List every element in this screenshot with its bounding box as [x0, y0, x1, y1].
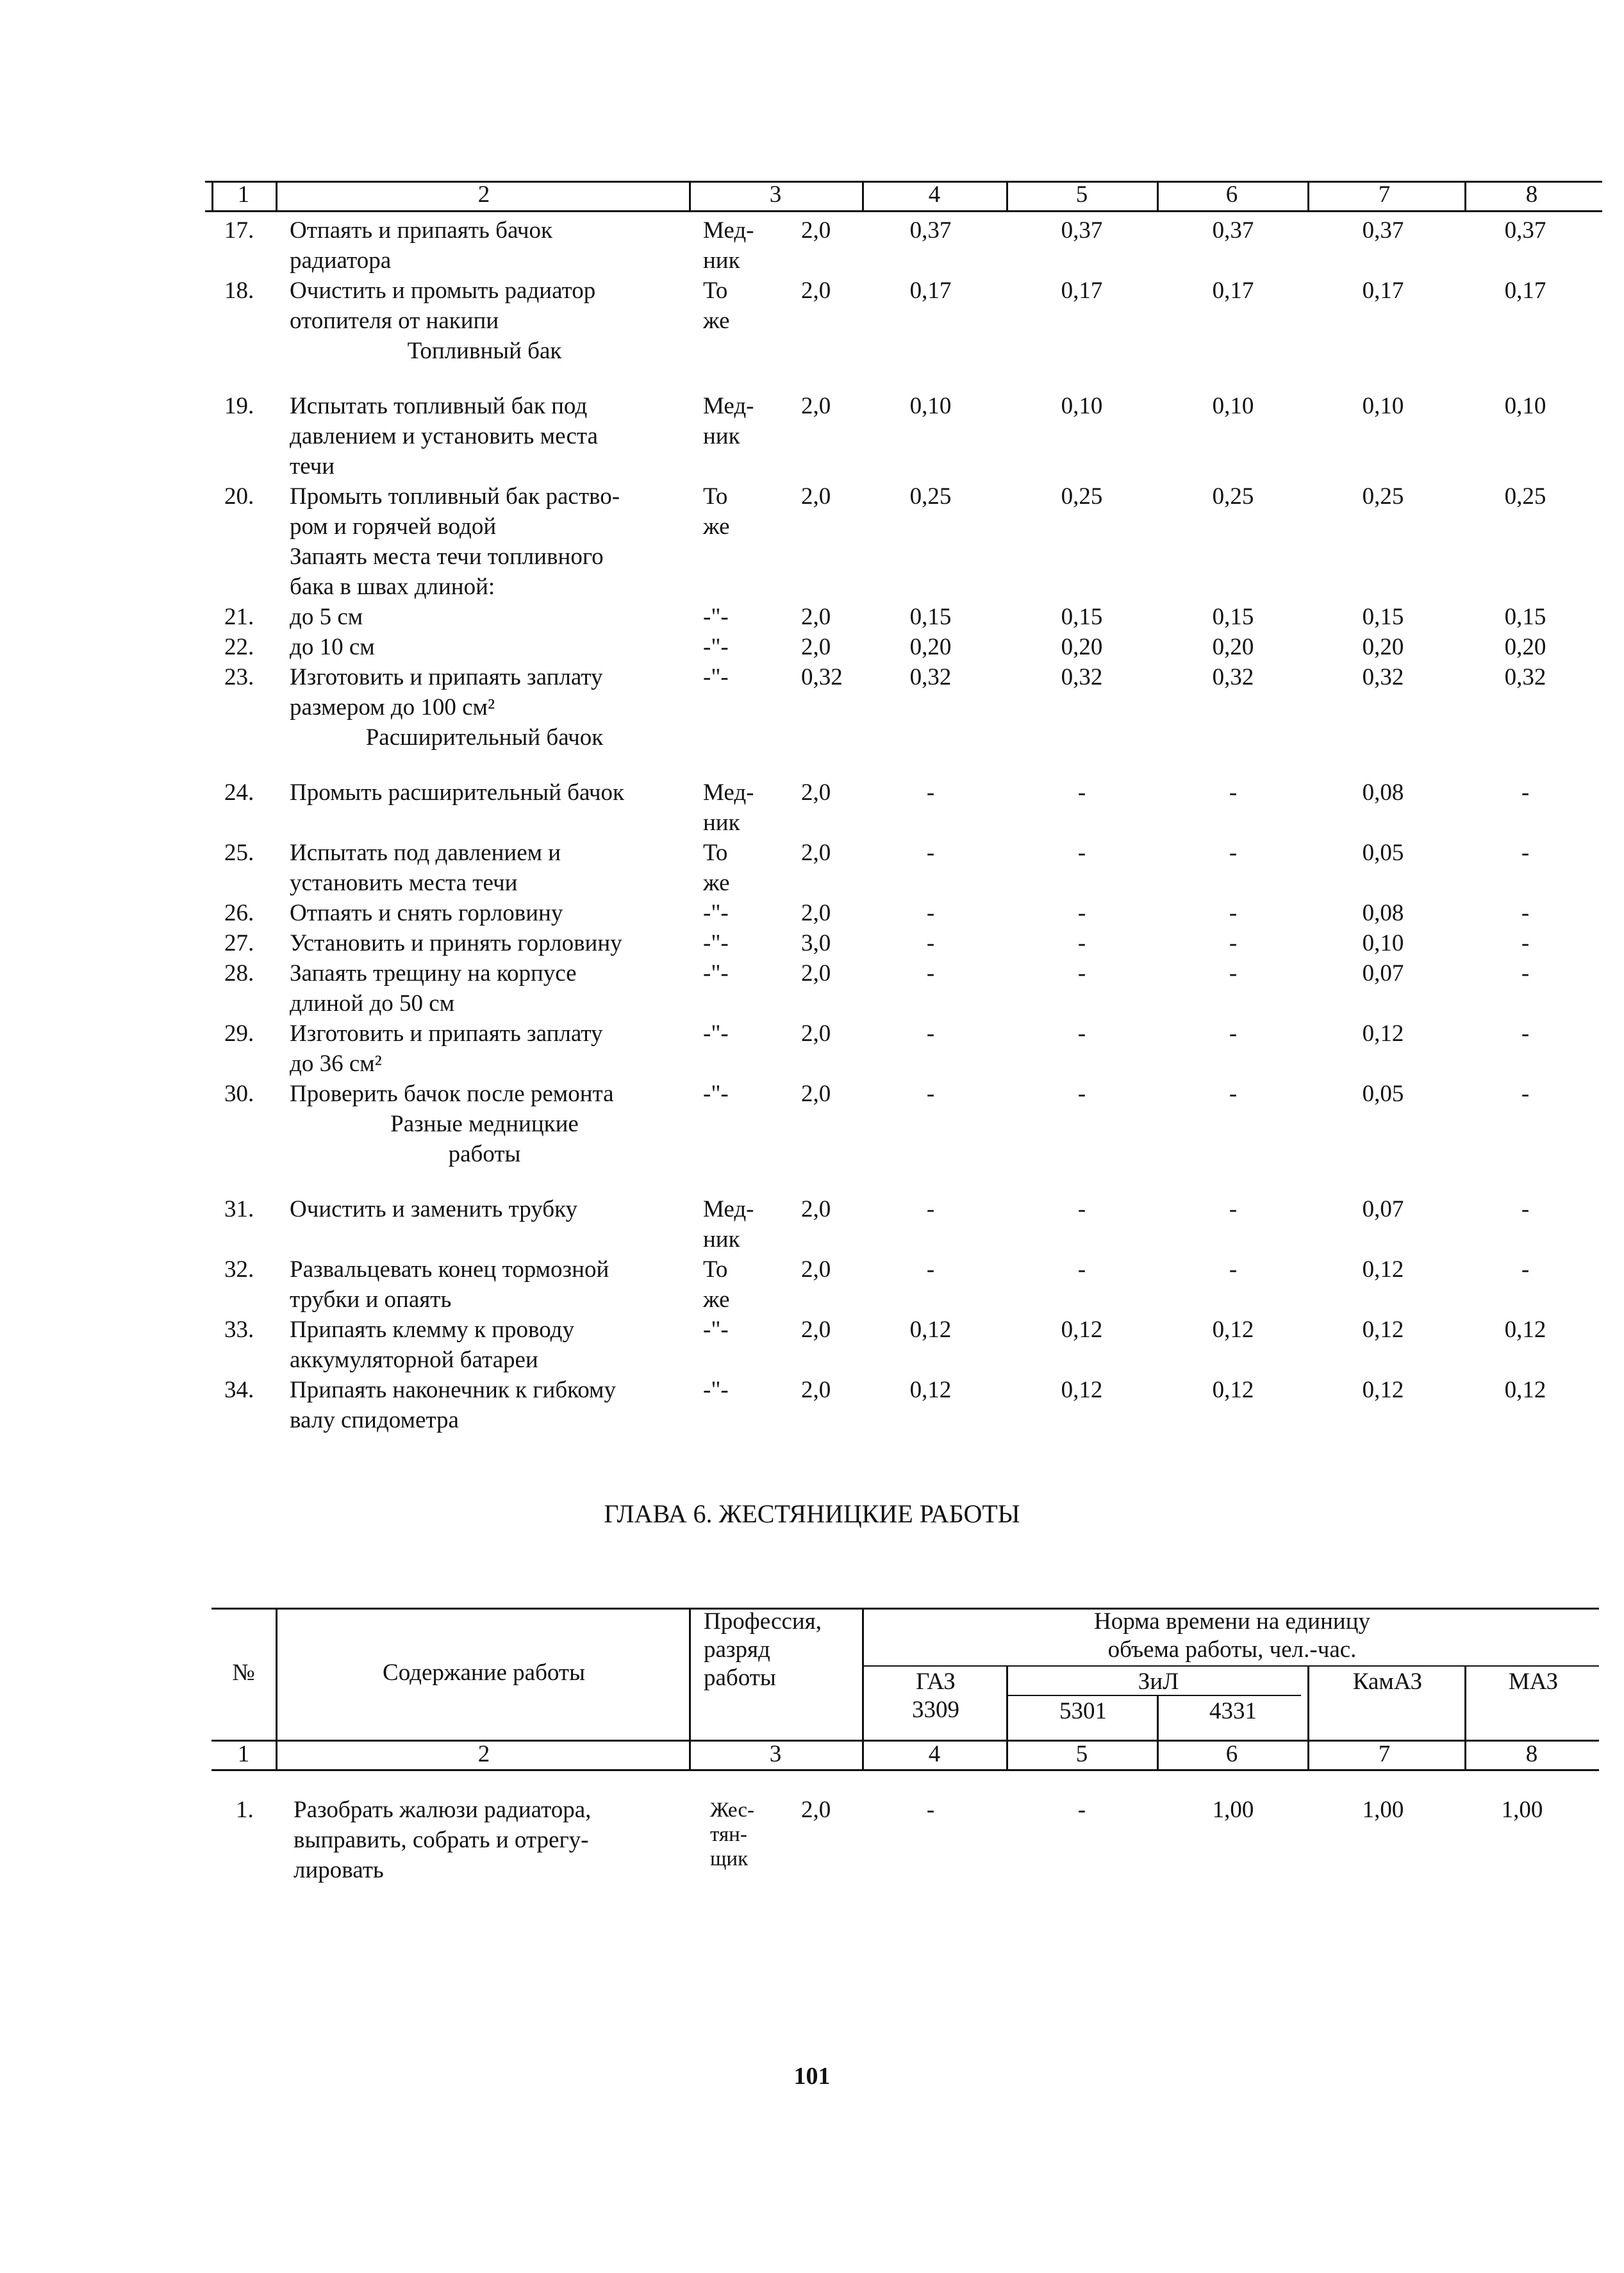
- profession: То: [703, 840, 728, 866]
- header-column-divider: [1464, 181, 1466, 212]
- time-norm-value: -: [1077, 840, 1086, 866]
- time-norm-value: 0,05: [1362, 1081, 1404, 1107]
- column-number-header: 1: [237, 181, 250, 208]
- time-norm-value: 0,12: [1212, 1317, 1254, 1343]
- time-norm-value: 0,32: [909, 664, 952, 690]
- work-description: Припаять наконечник к гибкому: [290, 1377, 616, 1403]
- profession: ник: [703, 1226, 740, 1253]
- section-heading: Топливный бак: [407, 338, 562, 364]
- header-column-divider: [689, 181, 691, 212]
- time-norm-value: 0,25: [1061, 483, 1103, 510]
- time-norm-value: -: [1077, 1081, 1086, 1107]
- time-norm-value: 0,37: [1362, 217, 1404, 244]
- column-number-header: 4: [928, 181, 941, 208]
- time-norm-value: -: [1521, 779, 1530, 806]
- grade: 2,0: [801, 278, 831, 304]
- row-number: 32.: [224, 1256, 254, 1283]
- profession: -"-: [703, 604, 729, 630]
- time-norm-value: -: [1077, 960, 1086, 987]
- grade: 2,0: [801, 840, 831, 866]
- new-table-column-divider: [689, 1608, 691, 1769]
- time-norm-value: 0,37: [909, 217, 952, 244]
- work-description: Испытать топливный бак под: [290, 393, 588, 419]
- time-norm-value: 0,25: [1504, 483, 1546, 510]
- time-norm-value: -: [1077, 900, 1086, 926]
- column-number-header: 4: [928, 1741, 941, 1767]
- time-norm-value: -: [1077, 930, 1086, 956]
- time-norm-value: 0,15: [1061, 604, 1103, 630]
- work-description: трубки и опаять: [290, 1286, 452, 1313]
- time-norm-value: -: [1521, 1020, 1530, 1047]
- time-norm-value: 0,12: [1504, 1377, 1546, 1403]
- header-zil-5301: 5301: [1059, 1698, 1107, 1724]
- row-number: 18.: [224, 278, 254, 304]
- column-number-header: 5: [1075, 1741, 1088, 1767]
- work-description: Испытать под давлением и: [290, 840, 561, 866]
- time-norm-value: 0,17: [1504, 278, 1546, 304]
- column-number-header: 1: [237, 1741, 250, 1767]
- row-number: 17.: [224, 217, 254, 244]
- time-norm-value: 0,10: [1061, 393, 1103, 419]
- time-norm-value: 0,17: [1362, 278, 1404, 304]
- grade: 2,0: [801, 217, 831, 244]
- time-norm-value: 0,37: [1061, 217, 1103, 244]
- time-norm-value: 0,07: [1362, 1196, 1404, 1222]
- profession: -"-: [703, 900, 729, 926]
- time-norm-value: -: [1521, 840, 1530, 866]
- time-norm-value: 0,37: [1212, 217, 1254, 244]
- time-norm-value: -: [1229, 1256, 1238, 1283]
- header-number: №: [232, 1660, 255, 1686]
- header-column-divider: [1307, 181, 1309, 212]
- row-number: 1.: [236, 1797, 254, 1823]
- time-norm-value: -: [1229, 930, 1238, 956]
- time-norm-value: -: [926, 900, 935, 926]
- time-norm-value: 0,12: [1362, 1020, 1404, 1047]
- time-norm-value: 0,15: [1212, 604, 1254, 630]
- profession: ник: [703, 810, 740, 836]
- profession: -"-: [703, 1317, 729, 1343]
- work-description: ром и горячей водой: [290, 513, 497, 540]
- time-norm-value: -: [1229, 840, 1238, 866]
- work-description: Отпаять и припаять бачок: [290, 217, 552, 244]
- time-norm-value: 0,32: [1212, 664, 1254, 690]
- profession: Мед-: [703, 217, 754, 244]
- profession: То: [703, 483, 728, 510]
- time-norm-value: 1,00: [1212, 1797, 1254, 1823]
- grade: 2,0: [801, 1081, 831, 1107]
- work-description: Изготовить и припаять заплату: [290, 1020, 603, 1047]
- time-norm-value: 0,05: [1362, 840, 1404, 866]
- new-table-column-divider: [1006, 1665, 1008, 1769]
- time-norm-value: 0,12: [909, 1317, 952, 1343]
- section-heading: работы: [448, 1141, 521, 1167]
- profession: же: [703, 513, 730, 540]
- row-number: 22.: [224, 634, 254, 660]
- column-number-header: 8: [1525, 1741, 1538, 1767]
- work-description: давлением и установить места: [290, 423, 598, 449]
- time-norm-value: -: [1077, 1797, 1086, 1823]
- new-table-column-divider: [862, 1608, 864, 1769]
- work-description: аккумуляторной батареи: [290, 1347, 538, 1373]
- work-description: Промыть топливный бак раство-: [290, 483, 620, 510]
- time-norm-value: -: [926, 1797, 935, 1823]
- header-time-norm: Норма времени на единицу: [1093, 1608, 1370, 1635]
- row-number: 28.: [224, 960, 254, 987]
- profession: -"-: [703, 960, 729, 987]
- time-norm-value: -: [1077, 779, 1086, 806]
- profession: же: [703, 308, 730, 334]
- time-norm-value: -: [926, 1020, 935, 1047]
- time-norm-value: 0,37: [1504, 217, 1546, 244]
- time-norm-value: 0,12: [1504, 1317, 1546, 1343]
- time-norm-value: 0,10: [1504, 393, 1546, 419]
- grade: 0,32: [801, 664, 843, 690]
- profession: -"-: [703, 1081, 729, 1107]
- time-norm-value: 0,12: [1362, 1256, 1404, 1283]
- work-description: выправить, собрать и отрегу-: [294, 1827, 589, 1853]
- work-description: радиатора: [290, 247, 392, 274]
- table-header-rule: [205, 210, 1602, 212]
- row-number: 31.: [224, 1196, 254, 1222]
- work-description: Отпаять и снять горловину: [290, 900, 563, 926]
- work-description: до 10 см: [290, 634, 375, 660]
- subheading-line: бака в швах длиной:: [290, 574, 495, 600]
- profession: щик: [710, 1847, 749, 1870]
- time-norm-value: 0,17: [1061, 278, 1103, 304]
- grade: 2,0: [801, 960, 831, 987]
- section-heading: Расширительный бачок: [365, 724, 604, 751]
- grade: 2,0: [801, 1797, 831, 1823]
- work-description: Установить и принять горловину: [290, 930, 622, 956]
- grade: 2,0: [801, 1020, 831, 1047]
- time-norm-value: 0,12: [909, 1377, 952, 1403]
- profession: Жес-: [710, 1799, 754, 1822]
- grade: 2,0: [801, 1196, 831, 1222]
- time-norm-value: 0,12: [1362, 1377, 1404, 1403]
- time-norm-value: -: [1229, 1081, 1238, 1107]
- grade: 2,0: [801, 1256, 831, 1283]
- work-description: отопителя от накипи: [290, 308, 499, 334]
- time-norm-value: 0,08: [1362, 900, 1404, 926]
- time-norm-value: 0,15: [909, 604, 952, 630]
- profession: То: [703, 1256, 728, 1283]
- profession: же: [703, 870, 730, 896]
- work-description: Промыть расширительный бачок: [290, 779, 625, 806]
- column-number-header: 6: [1225, 181, 1238, 208]
- profession: ник: [703, 423, 740, 449]
- column-number-header: 3: [769, 181, 782, 208]
- grade: 3,0: [801, 930, 831, 956]
- header-maz: МАЗ: [1508, 1669, 1559, 1695]
- row-number: 26.: [224, 900, 254, 926]
- grade: 2,0: [801, 604, 831, 630]
- header-gaz: 3309: [912, 1697, 959, 1723]
- time-norm-value: -: [926, 960, 935, 987]
- time-norm-value: 0,12: [1061, 1317, 1103, 1343]
- new-table-column-divider: [1307, 1665, 1309, 1769]
- column-number-header: 7: [1378, 1741, 1391, 1767]
- time-norm-value: 0,32: [1362, 664, 1404, 690]
- column-number-header: 3: [769, 1741, 782, 1767]
- header-profession: Профессия,: [704, 1608, 822, 1635]
- column-number-header: 8: [1525, 181, 1538, 208]
- row-number: 27.: [224, 930, 254, 956]
- time-norm-value: 0,25: [1362, 483, 1404, 510]
- work-description: валу спидометра: [290, 1407, 459, 1433]
- grade: 2,0: [801, 1317, 831, 1343]
- profession: Мед-: [703, 779, 754, 806]
- time-norm-value: 0,10: [1212, 393, 1254, 419]
- row-number: 20.: [224, 483, 254, 510]
- profession: же: [703, 1286, 730, 1313]
- column-number-header: 5: [1075, 181, 1088, 208]
- time-norm-value: 0,12: [1362, 1317, 1404, 1343]
- time-norm-value: -: [1229, 960, 1238, 987]
- header-gaz: ГАЗ: [916, 1669, 956, 1695]
- time-norm-value: 1,00: [1362, 1797, 1404, 1823]
- header-content: Содержание работы: [383, 1660, 585, 1686]
- time-norm-value: -: [1521, 1256, 1530, 1283]
- column-number-header: 6: [1225, 1741, 1238, 1767]
- profession: -"-: [703, 1020, 729, 1047]
- time-norm-value: 0,20: [1362, 634, 1404, 660]
- time-norm-value: -: [926, 1196, 935, 1222]
- time-norm-value: 0,32: [1504, 664, 1546, 690]
- time-norm-value: -: [926, 779, 935, 806]
- profession: То: [703, 278, 728, 304]
- time-norm-value: -: [1521, 1081, 1530, 1107]
- time-norm-value: 0,20: [1212, 634, 1254, 660]
- profession: -"-: [703, 664, 729, 690]
- row-number: 21.: [224, 604, 254, 630]
- header-profession: разряд: [704, 1636, 770, 1663]
- time-norm-value: -: [926, 1256, 935, 1283]
- time-norm-value: 0,08: [1362, 779, 1404, 806]
- time-norm-value: 0,10: [1362, 393, 1404, 419]
- work-description: до 36 см²: [290, 1051, 382, 1077]
- subheading-line: Запаять места течи топливного: [290, 544, 604, 570]
- time-norm-value: 0,17: [1212, 278, 1254, 304]
- work-description: Проверить бачок после ремонта: [290, 1081, 614, 1107]
- grade: 2,0: [801, 483, 831, 510]
- header-column-divider: [1006, 181, 1008, 212]
- time-norm-value: -: [1229, 1020, 1238, 1047]
- time-norm-value: 0,15: [1504, 604, 1546, 630]
- column-number-header: 2: [477, 181, 490, 208]
- new-table-column-divider: [1464, 1665, 1466, 1769]
- time-norm-value: -: [1077, 1256, 1086, 1283]
- time-norm-value: 0,12: [1061, 1377, 1103, 1403]
- time-norm-value: -: [1229, 900, 1238, 926]
- profession: Мед-: [703, 1196, 754, 1222]
- time-norm-value: 0,20: [1061, 634, 1103, 660]
- work-description: установить места течи: [290, 870, 518, 896]
- work-description: Запаять трещину на корпусе: [290, 960, 577, 987]
- row-number: 30.: [224, 1081, 254, 1107]
- work-description: Развальцевать конец тормозной: [290, 1256, 609, 1283]
- header-kamaz: КамАЗ: [1352, 1669, 1423, 1695]
- time-norm-value: -: [1521, 960, 1530, 987]
- header-zil: ЗиЛ: [1138, 1669, 1179, 1695]
- grade: 2,0: [801, 634, 831, 660]
- chapter-title: ГЛАВА 6. ЖЕСТЯНИЦКИЕ РАБОТЫ: [604, 1499, 1020, 1528]
- work-description: размером до 100 см²: [290, 694, 495, 720]
- time-norm-value: -: [1077, 1196, 1086, 1222]
- work-description: Очистить и заменить трубку: [290, 1196, 578, 1222]
- work-description: Разобрать жалюзи радиатора,: [294, 1797, 592, 1823]
- time-norm-value: 0,32: [1061, 664, 1103, 690]
- header-zil-4331: 4331: [1209, 1698, 1257, 1724]
- row-number: 23.: [224, 664, 254, 690]
- time-norm-value: 0,25: [1212, 483, 1254, 510]
- time-norm-value: -: [1077, 1020, 1086, 1047]
- time-norm-value: -: [926, 840, 935, 866]
- row-number: 24.: [224, 779, 254, 806]
- row-number: 34.: [224, 1377, 254, 1403]
- header-time-norm: объема работы, чел.-час.: [1107, 1636, 1357, 1663]
- time-norm-value: 0,20: [909, 634, 952, 660]
- grade: 2,0: [801, 779, 831, 806]
- time-norm-value: 1,00: [1501, 1797, 1543, 1823]
- time-norm-value: -: [1521, 900, 1530, 926]
- column-number-header: 7: [1378, 181, 1391, 208]
- time-norm-value: -: [1521, 930, 1530, 956]
- time-norm-value: 0,20: [1504, 634, 1546, 660]
- grade: 2,0: [801, 1377, 831, 1403]
- profession: -"-: [703, 1377, 729, 1403]
- time-norm-value: 0,15: [1362, 604, 1404, 630]
- section-heading: Разные медницкие: [390, 1111, 579, 1137]
- column-number-header: 2: [477, 1741, 490, 1767]
- time-norm-value: 0,25: [909, 483, 952, 510]
- row-number: 29.: [224, 1020, 254, 1047]
- work-description: длиной до 50 см: [290, 990, 455, 1017]
- row-number: 25.: [224, 840, 254, 866]
- row-number: 33.: [224, 1317, 254, 1343]
- time-norm-value: 0,17: [909, 278, 952, 304]
- profession: -"-: [703, 930, 729, 956]
- profession: ник: [703, 247, 740, 274]
- time-norm-value: -: [1229, 1196, 1238, 1222]
- time-norm-value: -: [926, 1081, 935, 1107]
- time-norm-value: 0,10: [909, 393, 952, 419]
- header-column-divider: [1157, 181, 1159, 212]
- time-norm-value: -: [1229, 779, 1238, 806]
- grade: 2,0: [801, 900, 831, 926]
- time-norm-value: 0,12: [1212, 1377, 1254, 1403]
- work-description: лировать: [294, 1857, 384, 1883]
- time-norm-value: 0,07: [1362, 960, 1404, 987]
- profession: тян-: [710, 1823, 747, 1846]
- work-description: Очистить и промыть радиатор: [290, 278, 596, 304]
- profession: Мед-: [703, 393, 754, 419]
- work-description: до 5 см: [290, 604, 363, 630]
- grade: 2,0: [801, 393, 831, 419]
- work-description: течи: [290, 453, 335, 479]
- time-norm-value: -: [1521, 1196, 1530, 1222]
- header-profession: работы: [704, 1665, 776, 1691]
- header-column-divider: [862, 181, 864, 212]
- page-number: 101: [793, 2063, 831, 2090]
- time-norm-value: -: [926, 930, 935, 956]
- work-description: Припаять клемму к проводу: [290, 1317, 574, 1343]
- work-description: Изготовить и припаять заплату: [290, 664, 603, 690]
- row-number: 19.: [224, 393, 254, 419]
- profession: -"-: [703, 634, 729, 660]
- time-norm-value: 0,10: [1362, 930, 1404, 956]
